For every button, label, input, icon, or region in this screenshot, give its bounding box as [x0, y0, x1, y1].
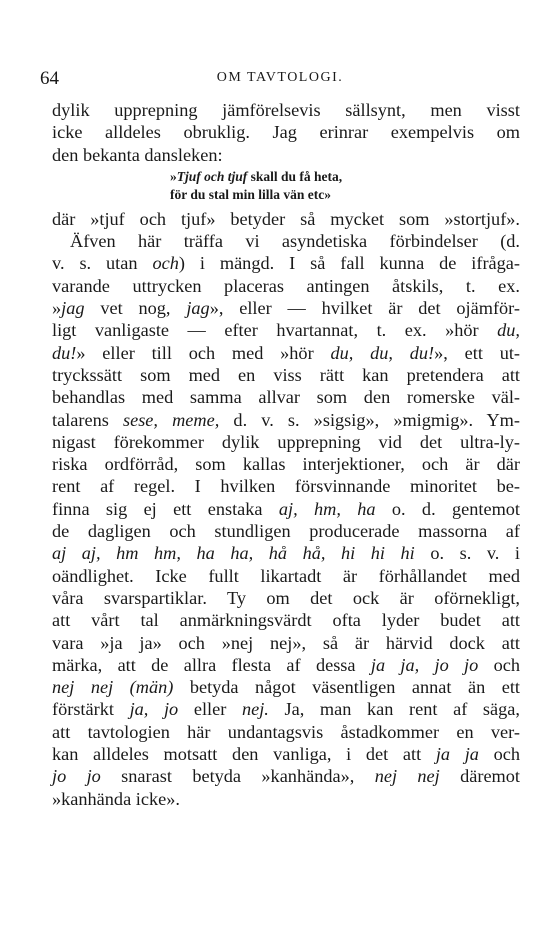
text-line: oändlighet. Icke fullt likartadt är förhållandet med [52, 565, 520, 586]
text-line: »jag vet nog, jag», eller — hvilket är det ojämför- [52, 298, 520, 319]
text-line: rent af regel. I hvilken försvinnande minoritet be- [52, 476, 520, 497]
text-line: våra svarspartiklar. Ty om det ock är oförnekligt, [52, 587, 520, 608]
text-line: v. s. utan och) i mängd. I så fall kunna de ifrågа- [52, 253, 520, 274]
text-line: varande uttrycken placeras antingen åtskils, t. ex. [52, 275, 520, 296]
text-line: behandlas med samma allvar som den romerske väl- [52, 387, 520, 408]
text-line: »kanhända icke». [52, 788, 180, 809]
verse-line: för du stal min lilla vän etc» [170, 186, 332, 202]
text-line: dylik upprepning jämförelsevis sällsynt, men visst [52, 100, 520, 120]
text-line: riska ordförråd, som kallas interjektioner, och är där [52, 454, 520, 475]
running-title: OM TAVTOLOGI. [216, 70, 344, 85]
text-line: kan alldeles motsatt den vanliga, i det att ja ja och [52, 744, 520, 765]
text-line: finna sig ej ett enstaka aj, hm, ha o. d. gentemot [52, 498, 521, 519]
text-line: nigast förekommer dylik upprepning vid det ultra-ly- [52, 431, 520, 452]
text-line: de dagligen och stundligen producerade massorna af [52, 521, 520, 542]
text-line: icke alldeles obruklig. Jag erinrar exempelvis om [52, 122, 520, 143]
text-line: märka, att de allra flesta af dessa ja ja, jo jo och [52, 654, 520, 675]
quoted-verse [52, 168, 520, 204]
text-line: du!» eller till och med »hör du, du, du!», ett ut- [52, 342, 521, 363]
text-line: vara »ja ja» och »nej nej», så är härvid dock att [52, 632, 520, 653]
text-line: talarens sese, meme, d. v. s. »sigsig», »migmig». Ym- [52, 409, 520, 430]
text-line: där »tjuf och tjuf» betyder så mycket som »stortjuf». [52, 208, 520, 229]
verse-line: »Tjuf och tjuf skall du få heta, [170, 168, 343, 184]
page-number: 64 [40, 68, 59, 89]
text-line: att vårt tal anmärkningsvärdt ofta lyder budet att [52, 610, 520, 631]
text-line: nej nej (män) betyda något väsentligen annat än ett [52, 677, 521, 698]
text-line: tryckssätt som med en viss rätt kan pretendera att [52, 364, 520, 385]
text-line: att tavtologien här undantagsvis åstadkommer en ver- [52, 721, 520, 742]
text-line: Äfven här träffa vi asyndetiska förbindelser (d. [70, 231, 520, 252]
text-line: aj aj, hm hm, ha ha, hå hå, hi hi hi o. s. v. i [52, 543, 520, 564]
text-line: den bekanta dansleken: [52, 144, 223, 165]
text-line: förstärkt ja, jo eller nej. Ja, man kan rent af säga, [52, 699, 520, 720]
text-line: ligt vanligaste — efter hvartannat, t. ex. »hör du, [52, 320, 520, 341]
text-line: jo jo snarast betyda »kanhända», nej nej däremot [52, 766, 520, 787]
body-text [52, 99, 520, 810]
